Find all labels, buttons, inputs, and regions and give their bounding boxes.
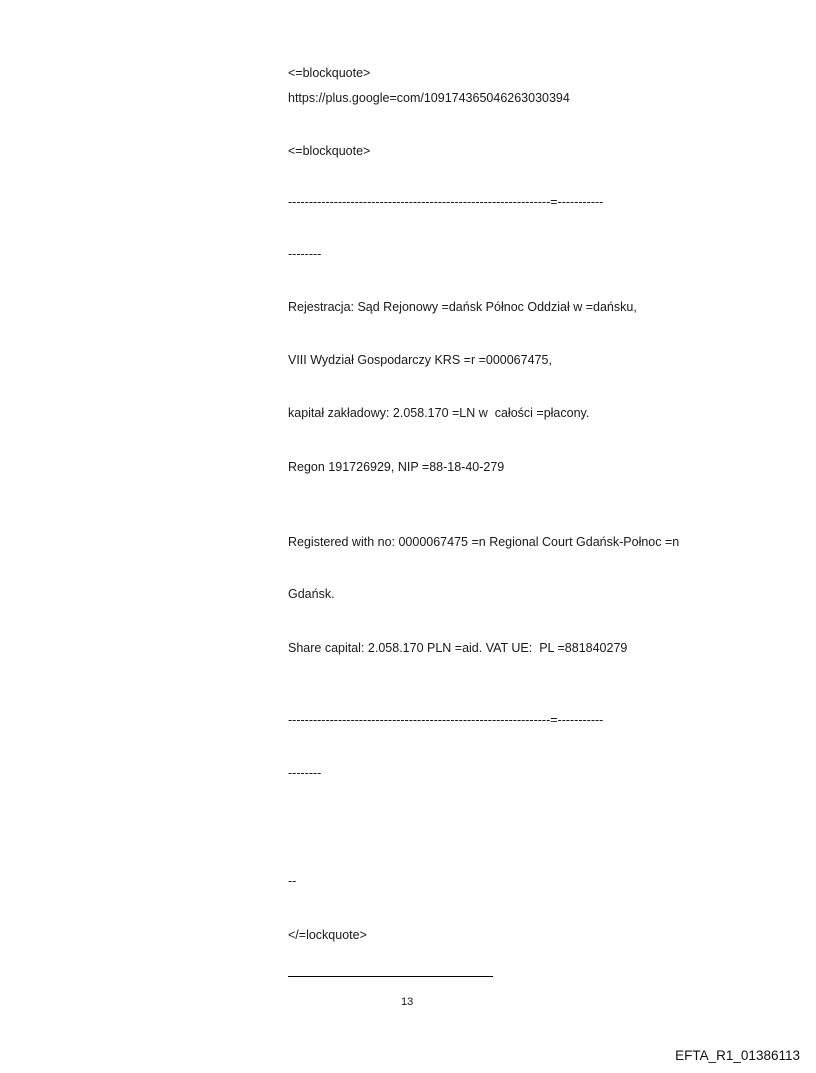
footnote-rule [288, 976, 493, 977]
separator-tail-1: -------- [288, 247, 322, 261]
share-capital-pl-line: kapitał zakładowy: 2.058.170 =LN w całości =płacony. [288, 406, 590, 420]
krs-line: VIII Wydział Gospodarczy KRS =r =000067475, [288, 353, 552, 367]
separator-line-1: ---------------------------------------------------------------=----------- [288, 195, 604, 209]
google-plus-url: https://plus.google=com/109174365046263030394 [288, 91, 570, 105]
gdansk-line: Gdańsk. [288, 587, 335, 601]
signature-dashes: -- [288, 874, 297, 888]
page-number: 13 [401, 996, 414, 1008]
blockquote-open-1: <=blockquote> [288, 66, 371, 80]
bates-stamp: EFTA_R1_01386113 [675, 1048, 800, 1063]
separator-tail-2: -------- [288, 766, 322, 780]
regon-nip-line: Regon 191726929, NIP =88-18-40-279 [288, 460, 505, 474]
separator-line-2: ---------------------------------------------------------------=----------- [288, 713, 604, 727]
registration-line: Rejestracja: Sąd Rejonowy =dańsk Północ Oddział w =dańsku, [288, 300, 637, 314]
blockquote-open-2: <=blockquote> [288, 144, 371, 158]
blockquote-close: </=lockquote> [288, 928, 367, 942]
registered-with-line: Registered with no: 0000067475 =n Regional Court Gdańsk-Połnoc =n [288, 535, 680, 549]
share-capital-en-line: Share capital: 2.058.170 PLN =aid. VAT UE: PL =881840279 [288, 641, 628, 655]
